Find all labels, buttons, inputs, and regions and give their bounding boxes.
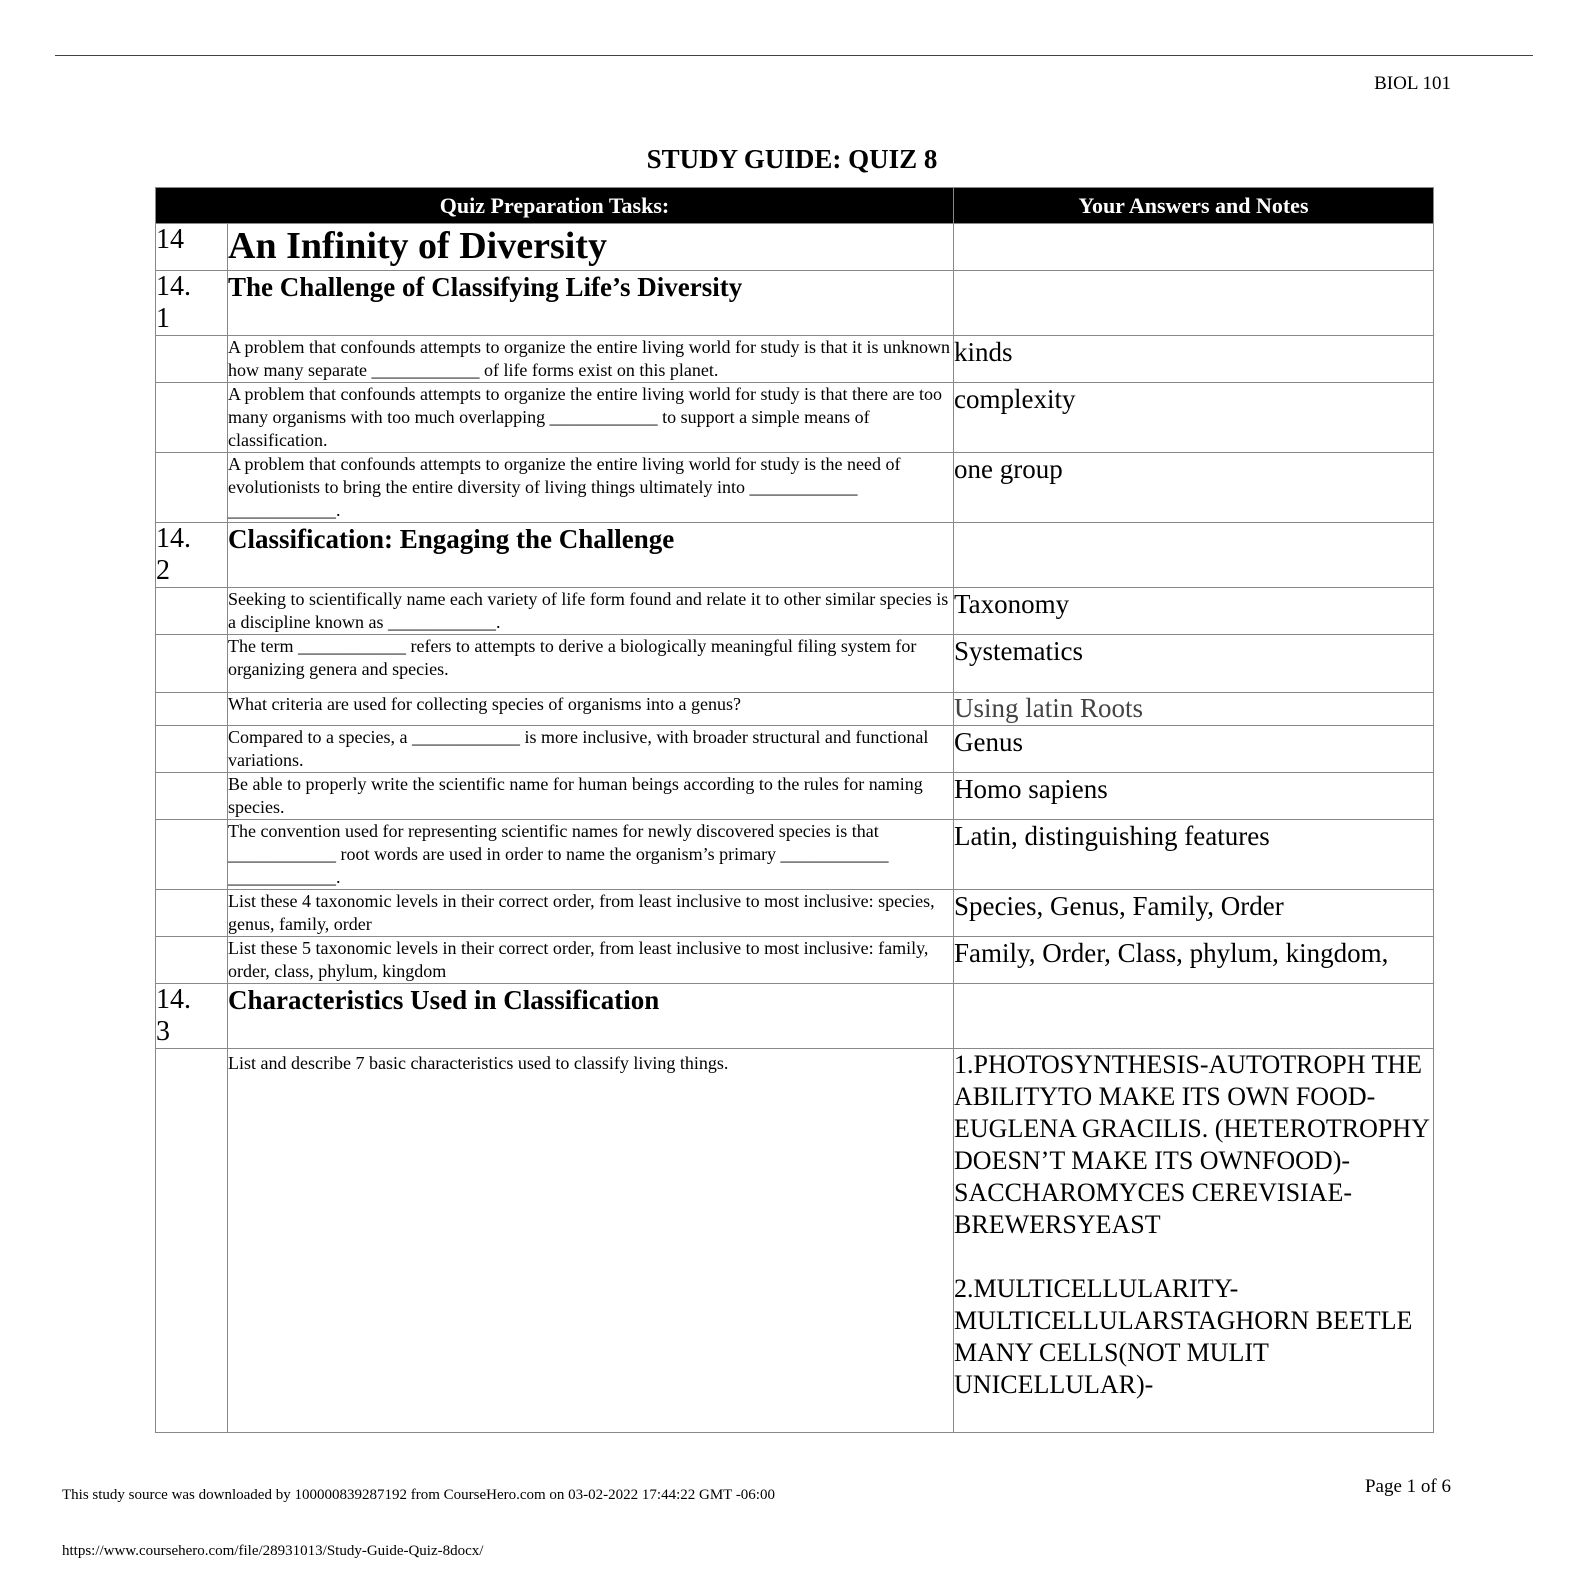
answer-text[interactable]: one group xyxy=(954,453,1434,523)
number-cell xyxy=(156,820,228,890)
course-code: BIOL 101 xyxy=(1374,73,1451,94)
col-answers-header: Your Answers and Notes xyxy=(954,188,1434,224)
table-row xyxy=(156,383,1434,453)
answer-cell[interactable] xyxy=(954,523,1434,588)
table-row xyxy=(156,890,1434,937)
number-cell xyxy=(156,693,228,726)
section-heading: The Challenge of Classifying Life’s Diversity xyxy=(228,271,954,336)
title-uiz: UIZ 8 xyxy=(869,144,938,174)
table-row xyxy=(156,773,1434,820)
table-row xyxy=(156,453,1434,523)
page-number: Page 1 of 6 xyxy=(1364,1476,1451,1497)
table-row xyxy=(156,1049,1434,1433)
table-row xyxy=(156,984,1434,1049)
answer-text[interactable]: Using latin Roots xyxy=(954,693,1434,726)
number-cell xyxy=(156,383,228,453)
answer-text[interactable]: Systematics xyxy=(954,635,1434,693)
section-number: 14 xyxy=(156,224,228,271)
task-text: A problem that confounds attempts to organize the entire living world for study is that it is unknown how many separate ____________ of life forms exist on this planet. xyxy=(228,336,954,383)
source-url[interactable]: https://www.coursehero.com/file/28931013/Study-Guide-Quiz-8docx/ xyxy=(62,1543,484,1559)
title-uide: UIDE: xyxy=(764,144,849,174)
download-notice: This study source was downloaded by 100000839287192 from CourseHero.com on 03-02-2022 17:44:22 GMT -06:00 xyxy=(62,1487,775,1503)
number-cell xyxy=(156,937,228,984)
section-number: 14. 2 xyxy=(156,523,228,588)
table-row xyxy=(156,726,1434,773)
task-text: A problem that confounds attempts to organize the entire living world for study is the need of evolutionists to bring the entire diversity of living things ultimately into ____________ ____________. xyxy=(228,453,954,523)
table-header-row xyxy=(156,188,1434,224)
table-row xyxy=(156,820,1434,890)
answer-text[interactable]: Latin, distinguishing features xyxy=(954,820,1434,890)
section-heading: Classification: Engaging the Challenge xyxy=(228,523,954,588)
answer-text[interactable]: 1.PHOTOSYNTHESIS-AUTOTROPH THE ABILITYTO MAKE ITS OWN FOOD-EUGLENA GRACILIS. (HETEROTROPHY DOESN’T MAKE ITS OWNFOOD)-SACCHAROMYCES CEREVISIAE-BREWERSYEAST 2.MULTICELLULARITY-MULTICELLULARSTAGHORN BEETLE MANY CELLS(NOT MULIT UNICELLULAR)- xyxy=(954,1049,1434,1433)
page-title xyxy=(0,144,1584,175)
task-text: List and describe 7 basic characteristics used to classify living things. xyxy=(228,1049,954,1433)
study-guide-table xyxy=(155,187,1434,1433)
answer-text[interactable]: complexity xyxy=(954,383,1434,453)
task-text: The term ____________ refers to attempts to derive a biologically meaningful filing system for organizing genera and species. xyxy=(228,635,954,693)
answer-text[interactable]: Genus xyxy=(954,726,1434,773)
number-cell xyxy=(156,1049,228,1433)
table-row xyxy=(156,635,1434,693)
section-heading: Characteristics Used in Classification xyxy=(228,984,954,1049)
answer-text[interactable]: Species, Genus, Family, Order xyxy=(954,890,1434,937)
table-row xyxy=(156,523,1434,588)
task-text: List these 4 taxonomic levels in their correct order, from least inclusive to most inclusive: species, genus, family, order xyxy=(228,890,954,937)
answer-cell[interactable] xyxy=(954,271,1434,336)
task-text: The convention used for representing scientific names for newly discovered species is that ____________ root words are used in order to name the organism’s primary ____________ ____________. xyxy=(228,820,954,890)
number-cell xyxy=(156,588,228,635)
number-cell xyxy=(156,726,228,773)
section-number: 14. 3 xyxy=(156,984,228,1049)
task-text: Seeking to scientifically name each variety of life form found and relate it to other similar species is a discipline known as ____________. xyxy=(228,588,954,635)
task-text: Be able to properly write the scientific name for human beings according to the rules for naming species. xyxy=(228,773,954,820)
section-number: 14. 1 xyxy=(156,271,228,336)
task-text: List these 5 taxonomic levels in their correct order, from least inclusive to most inclusive: family, order, class, phylum, kingdom xyxy=(228,937,954,984)
task-text: What criteria are used for collecting species of organisms into a genus? xyxy=(228,693,954,726)
top-rule xyxy=(55,55,1533,56)
title-g: G xyxy=(743,144,765,174)
title-tudy: TUDY xyxy=(661,144,744,174)
table-row xyxy=(156,224,1434,271)
table-row xyxy=(156,693,1434,726)
table-row xyxy=(156,588,1434,635)
answer-cell[interactable] xyxy=(954,984,1434,1049)
answer-text[interactable]: Family, Order, Class, phylum, kingdom, xyxy=(954,937,1434,984)
number-cell xyxy=(156,890,228,937)
table-row xyxy=(156,937,1434,984)
table-row xyxy=(156,336,1434,383)
task-text: Compared to a species, a ____________ is more inclusive, with broader structural and functional variations. xyxy=(228,726,954,773)
task-text: A problem that confounds attempts to organize the entire living world for study is that there are too many organisms with too much overlapping ____________ to support a simple means of classification. xyxy=(228,383,954,453)
table-row xyxy=(156,271,1434,336)
number-cell xyxy=(156,635,228,693)
number-cell xyxy=(156,773,228,820)
chapter-heading: An Infinity of Diversity xyxy=(228,224,954,271)
number-cell xyxy=(156,336,228,383)
title-q: Q xyxy=(848,144,870,174)
number-cell xyxy=(156,453,228,523)
answer-text[interactable]: Taxonomy xyxy=(954,588,1434,635)
col-tasks-header: Quiz Preparation Tasks: xyxy=(156,188,954,224)
answer-cell[interactable] xyxy=(954,224,1434,271)
answer-text[interactable]: Homo sapiens xyxy=(954,773,1434,820)
answer-text[interactable]: kinds xyxy=(954,336,1434,383)
title-s: S xyxy=(646,144,662,174)
